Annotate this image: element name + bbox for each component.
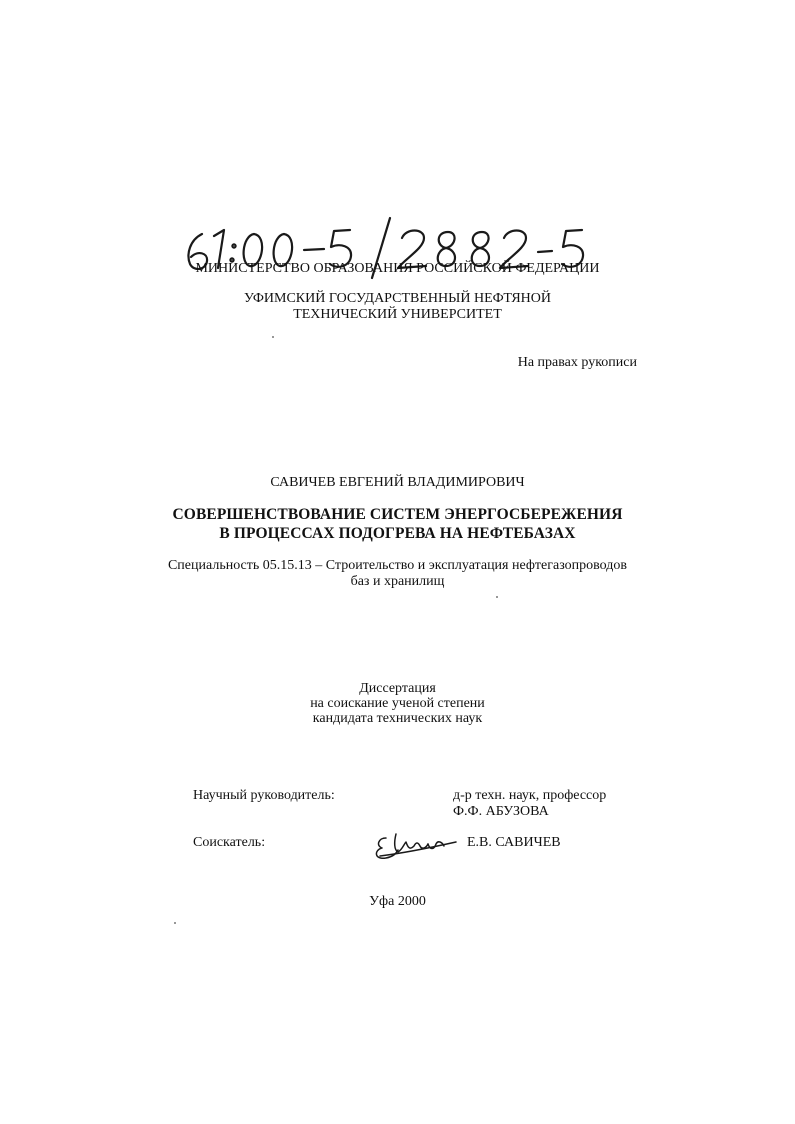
applicant-name: Е.В. САВИЧЕВ [467, 835, 561, 850]
university-name-line2: ТЕХНИЧЕСКИЙ УНИВЕРСИТЕТ [293, 307, 502, 322]
scan-speck [272, 336, 274, 338]
degree-name: кандидата технических наук [312, 711, 483, 726]
scan-speck [496, 596, 498, 598]
degree-purpose: на соискание ученой степени [310, 696, 485, 711]
author-name: САВИЧЕВ ЕВГЕНИЙ ВЛАДИМИРОВИЧ [270, 475, 525, 490]
specialty-line1: Специальность 05.15.13 – Строительство и эксплуатация нефтегазопроводов [167, 558, 628, 573]
specialty-line2: баз и хранилищ [350, 574, 445, 589]
applicant-label: Соискатель: [193, 835, 266, 850]
supervisor-degree: д-р техн. наук, профессор [453, 788, 607, 803]
dissertation-title-line1: СОВЕРШЕНСТВОВАНИЕ СИСТЕМ ЭНЕРГОСБЕРЕЖЕНИЯ [172, 506, 623, 523]
dissertation-title-line2: В ПРОЦЕССАХ ПОДОГРЕВА НА НЕФТЕБАЗАХ [219, 525, 576, 542]
dissertation-type: Диссертация [359, 681, 436, 696]
supervisor-name: Ф.Ф. АБУЗОВА [453, 804, 549, 819]
applicant-signature [372, 828, 458, 864]
ministry-name: МИНИСТЕРСТВО ОБРАЗОВАНИЯ РОССИЙСКОЙ ФЕДЕРАЦИИ [195, 261, 600, 276]
scan-speck [174, 922, 176, 924]
university-name-line1: УФИМСКИЙ ГОСУДАРСТВЕННЫЙ НЕФТЯНОЙ [243, 291, 552, 306]
place-and-year: Уфа 2000 [369, 894, 426, 909]
rights-note: На правах рукописи [517, 355, 637, 370]
supervisor-label: Научный руководитель: [193, 788, 335, 803]
